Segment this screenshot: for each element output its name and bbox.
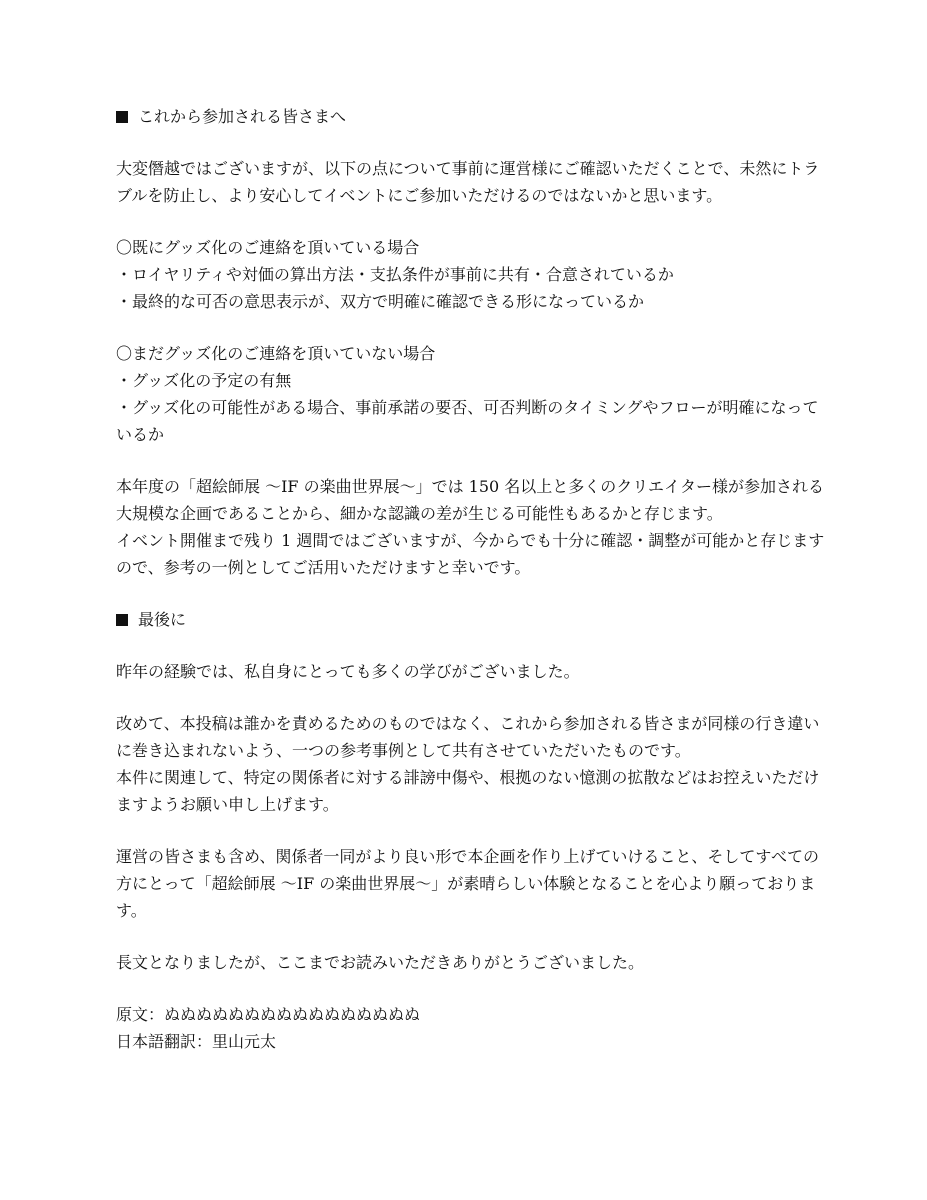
list-item-continuation: いるか [116, 425, 165, 444]
text-line: 大変僭越ではございますが、以下の点について事前に運営様にご確認いただくことで、未然にトラ [116, 159, 820, 178]
text-line: 運営の皆さまも含め、関係者一同がより良い形で本企画を作り上げていけること、そしてすべての [116, 847, 820, 866]
closing-paragraph [116, 473, 825, 581]
text-line: に巻き込まれないよう、一つの参考事例として共有させていただいたものです。 [116, 741, 691, 760]
intro-paragraph [116, 155, 820, 209]
list-heading: 〇既にグッズ化のご連絡を頂いている場合 [116, 238, 420, 257]
text-line: す。 [116, 901, 147, 920]
square-bullet-icon [116, 111, 128, 123]
section-heading-participants [116, 103, 816, 130]
list-item: ・グッズ化の可能性がある場合、事前承諾の要否、可否判断のタイミングやフローが明確になって [116, 398, 819, 417]
list-heading: 〇まだグッズ化のご連絡を頂いていない場合 [116, 344, 436, 363]
thanks-paragraph [116, 949, 816, 976]
text-line: 大規模な企画であることから、細かな認識の差が生じる可能性もあるかと存じます。 [116, 504, 723, 523]
list-item: ・グッズ化の予定の有無 [116, 371, 292, 390]
translator-credit: 日本語翻訳：里山元太 [116, 1032, 277, 1051]
credits [116, 1001, 816, 1055]
lessons-paragraph [116, 658, 816, 685]
text-line: 長文となりましたが、ここまでお読みいただきありがとうございました。 [116, 953, 645, 972]
heading-text: 最後に [138, 610, 187, 629]
document-body [116, 103, 825, 1080]
text-line: 本件に関連して、特定の関係者に対する誹謗中傷や、根拠のない憶測の拡散などはお控えいただけ [116, 768, 820, 787]
case-not-contacted-list [116, 340, 819, 448]
section-heading-finally [116, 606, 816, 633]
case-contacted-list [116, 234, 816, 315]
text-line: イベント開催まで残り 1 週間ではございますが、今からでも十分に確認・調整が可能かと存じます [116, 531, 825, 550]
wishes-paragraph [116, 843, 820, 924]
square-bullet-icon [116, 614, 128, 626]
list-item: ・最終的な可否の意思表示が、双方で明確に確認できる形になっているか [116, 292, 645, 311]
text-line: ので、参考の一例としてご活用いただけますと幸いです。 [116, 558, 531, 577]
text-line: 方にとって「超絵師展 ～IF の楽曲世界展～」が素晴らしい体験となることを心より願っておりま [116, 874, 816, 893]
heading-text: これから参加される皆さまへ [138, 107, 347, 126]
purpose-paragraph [116, 710, 820, 818]
original-author-credit: 原文：ぬぬぬぬぬぬぬぬぬぬぬぬぬぬぬぬ [116, 1005, 421, 1024]
text-line: ブルを防止し、より安心してイベントにご参加いただけるのではないかと思います。 [116, 186, 723, 205]
text-line: 改めて、本投稿は誰かを責めるためのものではなく、これから参加される皆さまが同様の行き違い [116, 714, 820, 733]
list-item: ・ロイヤリティや対価の算出方法・支払条件が事前に共有・合意されているか [116, 265, 674, 284]
text-line: 本年度の「超絵師展 ～IF の楽曲世界展～」では 150 名以上と多くのクリエイター様が参加される [116, 477, 824, 496]
text-line: ますようお願い申し上げます。 [116, 795, 339, 814]
text-line: 昨年の経験では、私自身にとっても多くの学びがございました。 [116, 662, 580, 681]
